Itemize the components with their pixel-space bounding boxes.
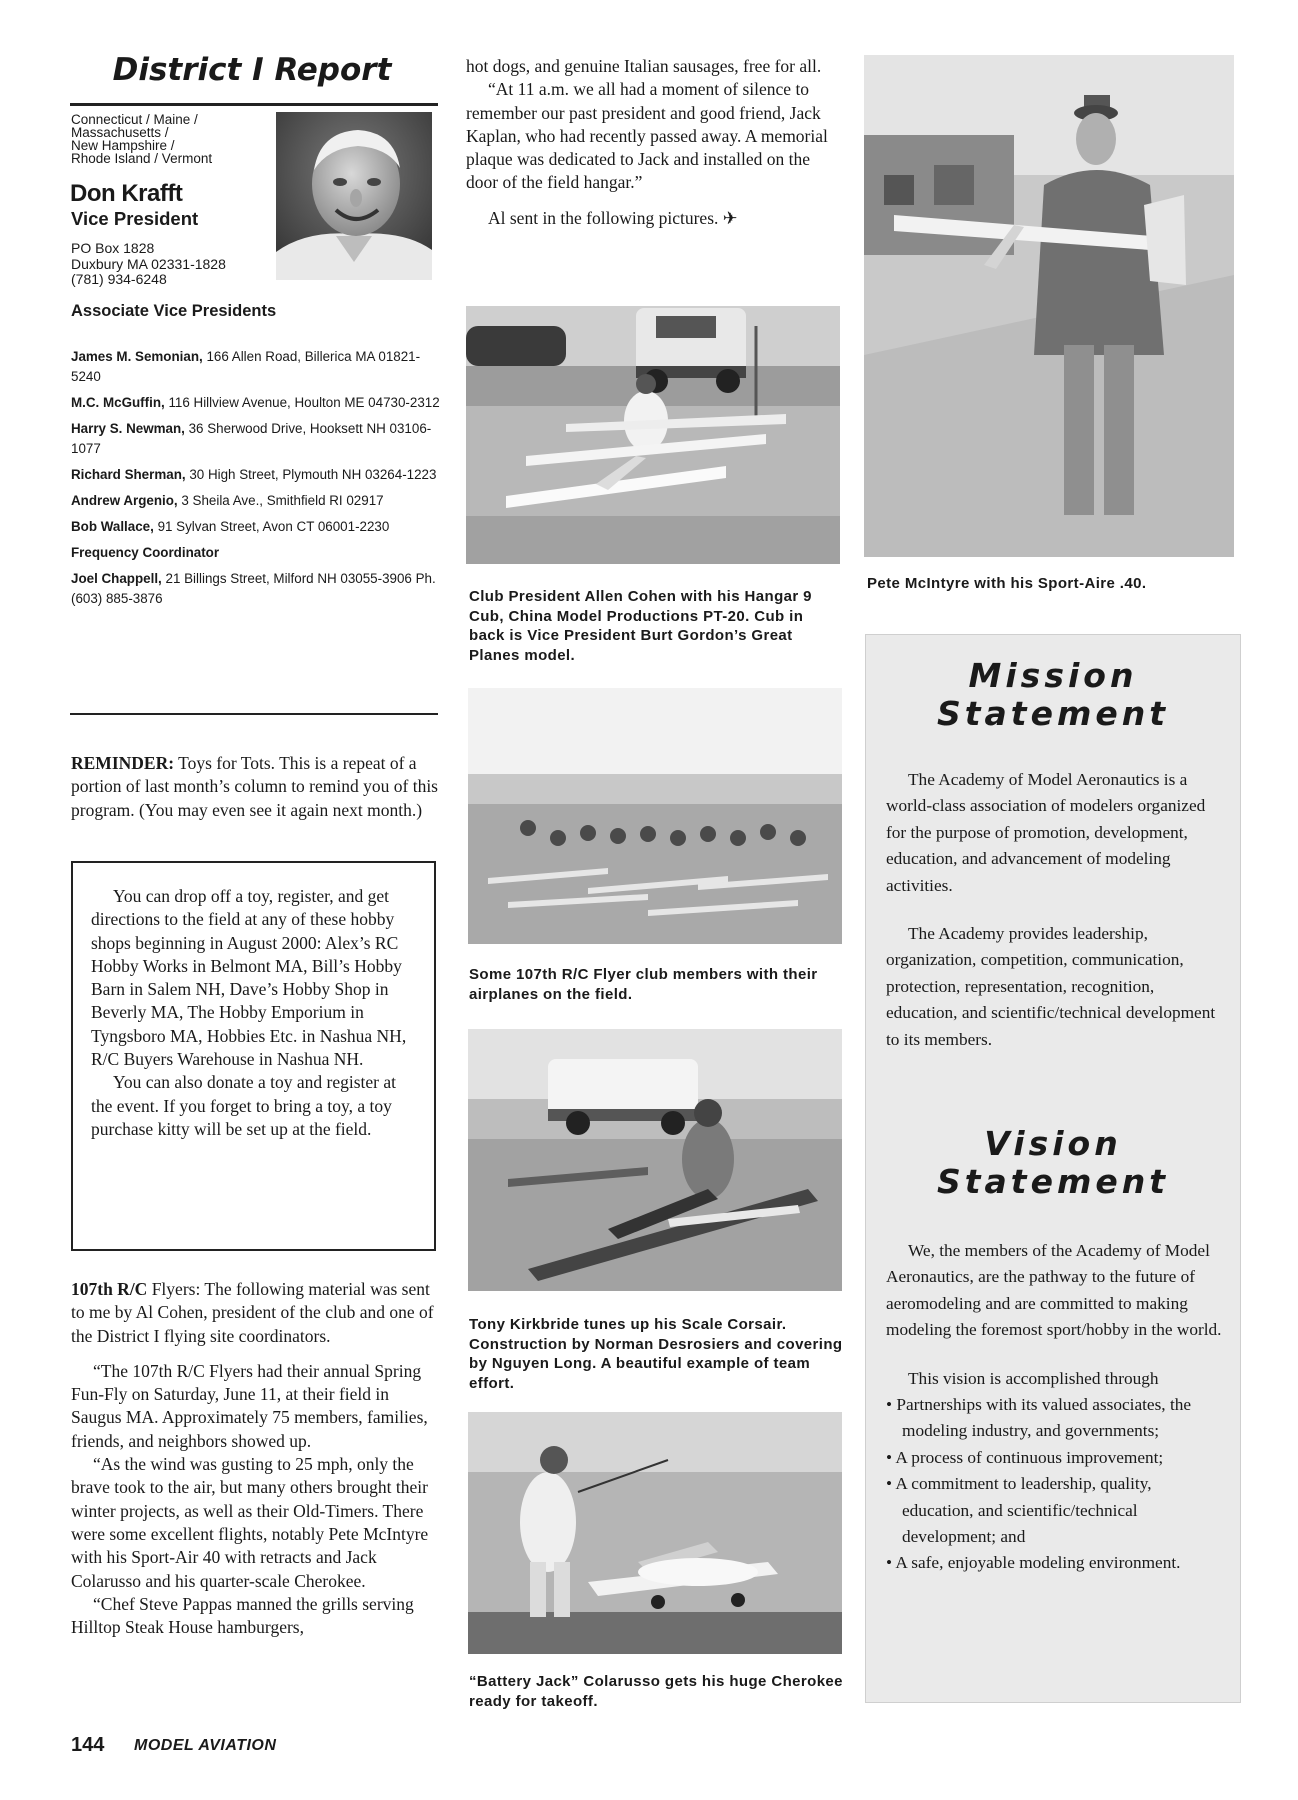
vision-bullet: • Partnerships with its valued associates, the modeling industry, and governments; bbox=[886, 1395, 1192, 1441]
mission-paragraph: The Academy of Model Aeronautics is a world-class association of modelers organized for the purpose of promotion, development, education, and advancement of modeling activities. bbox=[886, 770, 1206, 895]
mission-heading bbox=[866, 657, 1240, 733]
article-paragraph: Al sent in the following pictures. bbox=[488, 207, 719, 228]
mission-vision-panel bbox=[865, 634, 1241, 1703]
associate-entry bbox=[71, 419, 443, 459]
frequency-name: Joel Chappell, bbox=[71, 571, 162, 586]
vision-bullet: • A process of continuous improvement; bbox=[886, 1447, 1164, 1467]
flyers-intro: Flyers: The following material was sent to me by Al Cohen, president of the club and one of the District I flying site coordinators. bbox=[71, 1279, 434, 1346]
vision-bullet-text: Partnerships with its valued associates, the modeling industry, and governments; bbox=[896, 1395, 1192, 1441]
article-paragraph: “The 107th R/C Flyers had their annual Spring Fun-Fly on Saturday, June 11, at their field in Saugus MA. Approximately 75 members, families, friends, and neighbors showed up. bbox=[71, 1360, 428, 1451]
vp-portrait-photo bbox=[276, 112, 432, 280]
state-line: Massachusetts / bbox=[71, 125, 169, 140]
associate-name: Richard Sherman, bbox=[71, 467, 186, 482]
associate-name: Bob Wallace, bbox=[71, 519, 154, 534]
associate-address: 36 Sherwood Drive, Hooksett NH 03106-1077 bbox=[71, 421, 432, 456]
photo-tony-kirkbride bbox=[468, 1029, 842, 1291]
toys-for-tots-box bbox=[71, 861, 436, 1251]
associate-name: Andrew Argenio, bbox=[71, 493, 178, 508]
address-line: (781) 934-6248 bbox=[71, 271, 167, 287]
vp-address bbox=[71, 241, 281, 288]
article-paragraph: “At 11 a.m. we all had a moment of silence to remember our past president and good friend, Jack Kaplan, who had recently passed away. A memorial plaque was dedicated to Jack and installed on the door of the field hangar.” bbox=[466, 79, 828, 193]
magazine-name: MODEL AVIATION bbox=[134, 1737, 277, 1754]
reminder-paragraph bbox=[71, 752, 439, 822]
associate-entry bbox=[71, 465, 443, 485]
vision-text bbox=[886, 1238, 1226, 1577]
vision-bullet-text: A commitment to leadership, quality, education, and scientific/technical development; and bbox=[895, 1474, 1152, 1547]
mission-title-line: Mission bbox=[968, 656, 1138, 695]
photo-caption: Pete McIntyre with his Sport-Aire .40. bbox=[867, 575, 1147, 592]
associate-entry bbox=[71, 517, 443, 537]
mission-paragraph: The Academy provides leadership, organization, competition, communication, protection, representation, recognition, education, and scientific/technical development to its members. bbox=[886, 924, 1216, 1049]
article-paragraph: hot dogs, and genuine Italian sausages, free for all. bbox=[466, 56, 822, 76]
address-line: PO Box 1828 bbox=[71, 240, 155, 256]
associate-address: 91 Sylvan Street, Avon CT 06001-2230 bbox=[153, 519, 390, 534]
associate-entry bbox=[71, 491, 443, 511]
box-paragraph: You can drop off a toy, register, and get directions to the field at any of these hobby shops beginning in August 2000: Alex’s RC Hobby Works in Belmont MA, Bill’s Hobby Barn in Salem NH, Dave’s Hobby Shop in Beverly MA, The Hobby Emporium in Tyngsboro MA, Hobbies Etc. in Nashua NH, R/C Buyers Warehouse in Nashua NH. bbox=[91, 886, 407, 1070]
article-paragraph: “Chef Steve Pappas manned the grills serving Hilltop Steak House hamburgers, bbox=[71, 1593, 414, 1638]
vp-name: Don Krafft bbox=[70, 180, 183, 207]
associate-entry bbox=[71, 393, 443, 413]
photo-club-members bbox=[468, 688, 842, 944]
associate-address: 116 Hillview Avenue, Houlton ME 04730-2312 bbox=[164, 395, 440, 410]
address-line: Duxbury MA 02331-1828 bbox=[71, 255, 226, 272]
photo-caption: Club President Allen Cohen with his Hangar 9 Cub, China Model Productions PT-20. Cub in back is Vice President Burt Gordon’s Great Planes model. bbox=[469, 588, 812, 664]
photo-battery-jack bbox=[468, 1412, 842, 1654]
frequency-entry bbox=[71, 569, 443, 609]
end-mark-icon: ✈ bbox=[722, 207, 738, 228]
vision-heading bbox=[866, 1125, 1240, 1201]
article-paragraph: “As the wind was gusting to 25 mph, only the brave took to the air, but many others brought their winter projects, as well as their Old-Timers. There were some excellent flights, notably Pete McIntyre with his Sport-Air 40 with retracts and Jack Colarusso and his quarter-scale Cherokee. bbox=[71, 1454, 429, 1591]
vision-title-line: Statement bbox=[936, 1162, 1169, 1201]
frequency-title: Frequency Coordinator bbox=[71, 545, 220, 560]
vision-bullet-text: A process of continuous improvement; bbox=[895, 1447, 1164, 1467]
frequency-heading bbox=[71, 543, 443, 563]
photo-allen-cohen bbox=[466, 306, 840, 564]
mission-title-line: Statement bbox=[936, 694, 1169, 733]
page-title: District I Report bbox=[112, 52, 392, 88]
associate-address: 166 Allen Road, Billerica MA 01821-5240 bbox=[71, 349, 421, 384]
vision-bullet: • A commitment to leadership, quality, education, and scientific/technical development; and bbox=[886, 1474, 1152, 1547]
reminder-label: REMINDER: bbox=[71, 753, 175, 773]
vision-title-line: Vision bbox=[984, 1124, 1122, 1163]
column2-text bbox=[466, 55, 842, 230]
photo-caption: Some 107th R/C Flyer club members with their airplanes on the field. bbox=[469, 966, 818, 1003]
vision-bullet-text: A safe, enjoyable modeling environment. bbox=[895, 1553, 1181, 1573]
mission-text bbox=[886, 767, 1226, 1053]
associates-list bbox=[71, 347, 443, 615]
associates-rule bbox=[70, 713, 438, 715]
state-line: Connecticut / Maine / bbox=[71, 112, 198, 127]
associate-name: Harry S. Newman, bbox=[71, 421, 185, 436]
flyers-article bbox=[71, 1278, 443, 1639]
box-paragraph: You can also donate a toy and register at the event. If you forget to bring a toy, a toy purchase kitty will be set up at the field. bbox=[91, 1072, 397, 1139]
associate-name: M.C. McGuffin, bbox=[71, 395, 165, 410]
associate-name: James M. Semonian, bbox=[71, 349, 203, 364]
photo-caption: Tony Kirkbride tunes up his Scale Corsair. Construction by Norman Desrosiers and covering by Nguyen Long. A beautiful example of team effort. bbox=[469, 1316, 843, 1392]
state-line: New Hampshire / bbox=[71, 138, 175, 153]
photo-pete-mcintyre bbox=[864, 55, 1234, 557]
district-states bbox=[71, 113, 271, 165]
reminder-text: Toys for Tots. This is a repeat of a portion of last month’s column to remind you of this program. (You may even see it again next month.) bbox=[71, 753, 438, 820]
flyers-label: 107th R/C bbox=[71, 1279, 148, 1299]
associate-address: 30 High Street, Plymouth NH 03264-1223 bbox=[185, 467, 437, 482]
associates-heading: Associate Vice Presidents bbox=[71, 302, 277, 320]
associate-entry bbox=[71, 347, 443, 387]
vision-paragraph: We, the members of the Academy of Model Aeronautics, are the pathway to the future of aeromodeling and are committed to making modeling the foremost sport/hobby in the world. bbox=[886, 1241, 1222, 1340]
associate-address: 3 Sheila Ave., Smithfield RI 02917 bbox=[177, 493, 384, 508]
page-number: 144 bbox=[71, 1734, 105, 1756]
title-rule bbox=[70, 103, 438, 106]
vp-role: Vice President bbox=[71, 208, 199, 229]
vision-lead: This vision is accomplished through bbox=[908, 1368, 1159, 1388]
frequency-address: 21 Billings Street, Milford NH 03055-3906 Ph. (603) 885-3876 bbox=[71, 571, 436, 606]
photo-caption: “Battery Jack” Colarusso gets his huge Cherokee ready for takeoff. bbox=[469, 1673, 843, 1710]
vision-bullet: • A safe, enjoyable modeling environment. bbox=[886, 1553, 1181, 1573]
state-line: Rhode Island / Vermont bbox=[71, 151, 213, 166]
